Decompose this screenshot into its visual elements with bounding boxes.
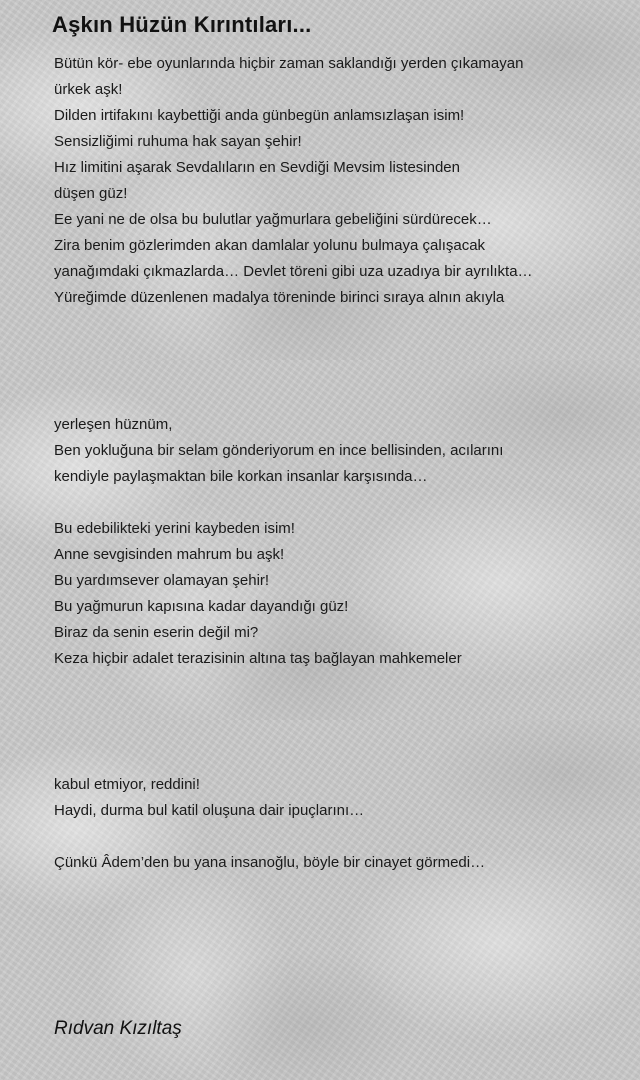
poem-title: Aşkın Hüzün Kırıntıları... <box>52 12 312 37</box>
poem-line: Çünkü Âdem’den bu yana insanoğlu, böyle bir cinayet görmedi… <box>54 854 486 871</box>
poem-line: Keza hiçbir adalet terazisinin altına taş bağlayan mahkemeler <box>54 650 462 667</box>
poem-stanza-3 <box>54 772 614 876</box>
poem-line: Yüreğimde düzenlenen madalya töreninde birinci sıraya alnın akıyla <box>54 289 505 306</box>
poem-line: Biraz da senin eserin değil mi? <box>54 624 259 641</box>
poem-line: kendiyle paylaşmaktan bile korkan insanlar karşısında… <box>54 468 428 485</box>
poem-author: Rıdvan Kızıltaş <box>54 1018 182 1039</box>
poem-line: Ben yokluğuna bir selam gönderiyorum en ince bellisinden, acılarını <box>54 442 504 459</box>
poem-line: Anne sevgisinden mahrum bu aşk! <box>54 546 285 563</box>
poem-page-2 <box>0 360 640 720</box>
poem-line: Bütün kör- ebe oyunlarında hiçbir zaman saklandığı yerden çıkamayan <box>54 55 524 72</box>
poem-line: Dilden irtifakını kaybettiği anda günbegün anlamsızlaşan isim! <box>54 107 465 124</box>
poem-line: yerleşen hüznüm, <box>54 416 173 433</box>
poem-line: yanağımdaki çıkmazlarda… Devlet töreni gibi uza uzadıya bir ayrılıkta… <box>54 263 533 280</box>
poem-line: Sensizliğimi ruhuma hak sayan şehir! <box>54 133 302 150</box>
poem-line: ürkek aşk! <box>54 81 123 98</box>
poem-page-3 <box>0 720 640 1080</box>
poem-line: Haydi, durma bul katil oluşuna dair ipuçlarını… <box>54 802 365 819</box>
poem-line: Bu edebilikteki yerini kaybeden isim! <box>54 520 295 537</box>
poem-line: düşen güz! <box>54 185 128 202</box>
poem-stanza-2 <box>54 412 614 672</box>
poem-line: Hız limitini aşarak Sevdalıların en Sevdiği Mevsim listesinden <box>54 159 460 176</box>
poem-line: Bu yağmurun kapısına kadar dayandığı güz! <box>54 598 349 615</box>
poem-page-1 <box>0 0 640 360</box>
poem-line: kabul etmiyor, reddini! <box>54 776 200 793</box>
poem-blank-line <box>54 490 614 516</box>
poem-stanza-1 <box>54 51 614 311</box>
poem-line: Zira benim gözlerimden akan damlalar yolunu bulmaya çalışacak <box>54 237 486 254</box>
poem-line: Bu yardımsever olamayan şehir! <box>54 572 270 589</box>
poem-blank-line <box>54 824 614 850</box>
poem-line: Ee yani ne de olsa bu bulutlar yağmurlara gebeliğini sürdürecek… <box>54 211 492 228</box>
